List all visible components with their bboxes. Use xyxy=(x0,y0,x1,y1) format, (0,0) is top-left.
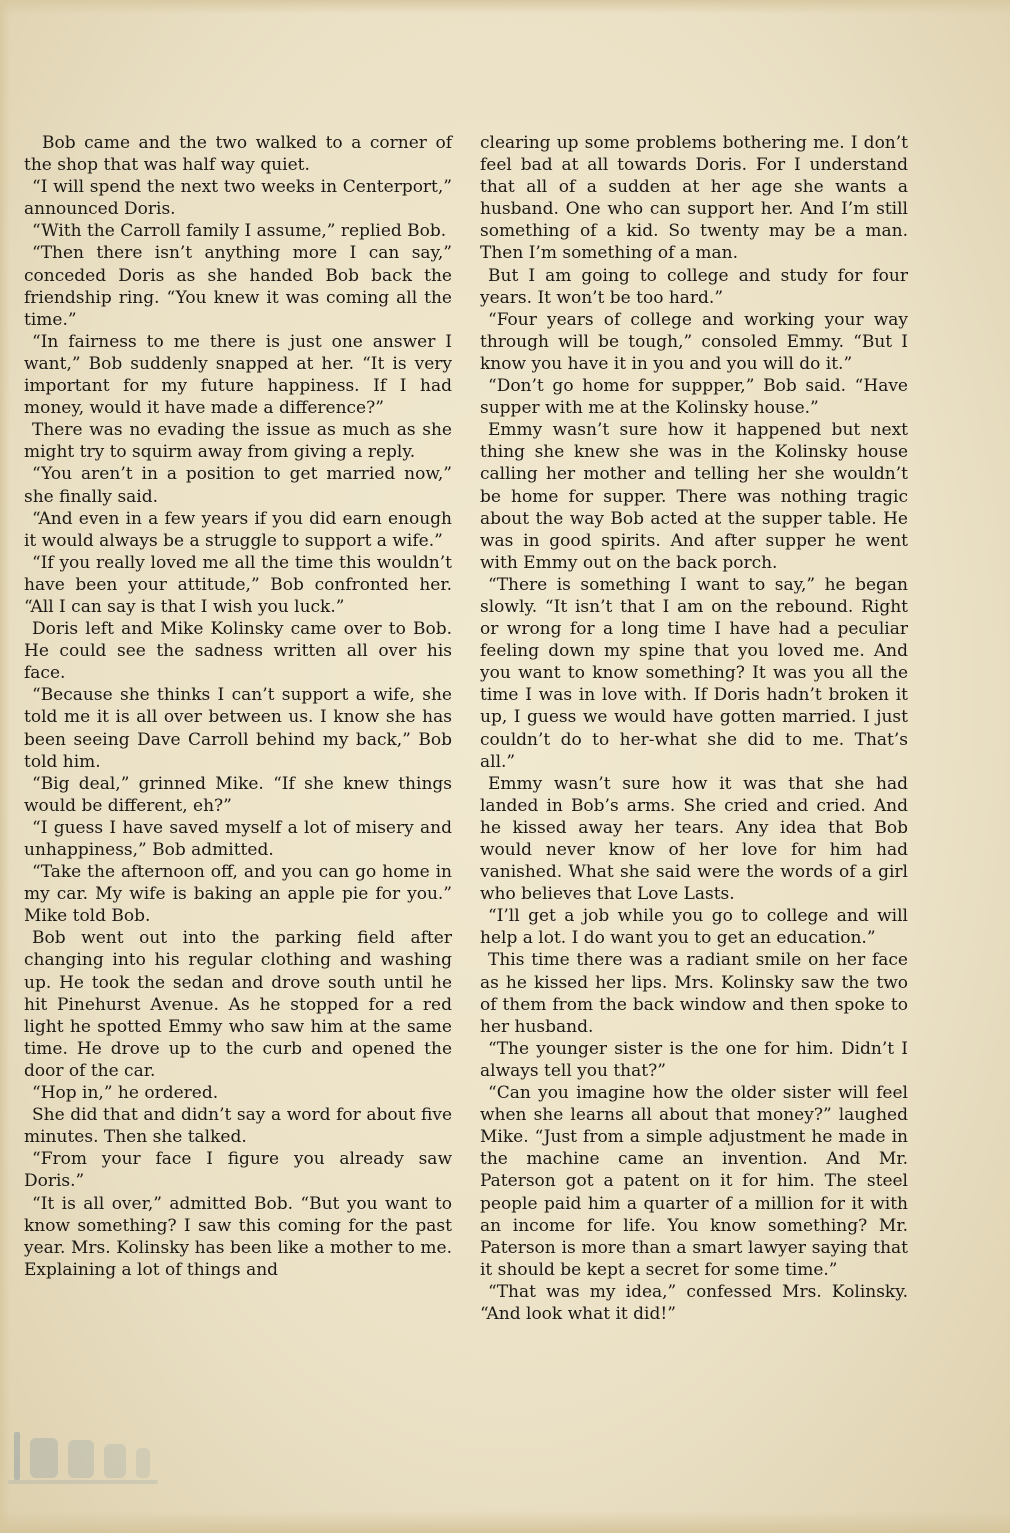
paragraph: Bob went out into the parking field after changing into his regular clothing and washing up. He took the sedan and drove south until he hit Pinehurst Avenue. As he stopped for a red light he spotted Emmy who saw him at the same time. He drove up to the curb and opened the door of the car. xyxy=(24,928,452,1081)
paragraph: Doris left and Mike Kolinsky came over to Bob. He could see the sadness written all over his face. xyxy=(24,619,452,684)
paragraph: “If you really loved me all the time this wouldn’t have been your attitude,” Bob confronted her. “All I can say is that I wish you luck.” xyxy=(24,552,452,617)
page-edge-bottom xyxy=(0,1511,1010,1533)
paragraph: “Then there isn’t anything more I can say,” conceded Doris as she handed Bob back the friendship ring. “You knew it was coming all the time.” xyxy=(24,243,452,330)
paragraph: Emmy wasn’t sure how it happened but next thing she knew she was in the Kolinsky house calling her mother and telling her she wouldn’t be home for supper. There was nothing tragic about the way Bob acted at the supper table. He was in good spirits. And after supper he went with Emmy out on the back porch. xyxy=(480,420,908,573)
paragraph: There was no evading the issue as much as she might try to squirm away from giving a reply. xyxy=(24,420,452,463)
paragraph: “Hop in,” he ordered. xyxy=(32,1083,219,1104)
paragraph: clearing up some problems bothering me. I don’t feel bad at all towards Doris. For I understand that all of a sudden at her age she wants a husband. One who can support her. And I’m still something of a kid. So twenty may be a man. Then I’m something of a man. xyxy=(480,133,908,264)
text-column-right xyxy=(480,132,908,1325)
paragraph: “Can you imagine how the older sister will feel when she learns all about that money?” laughed Mike. “Just from a simple adjustment he made in the machine came an invention. And Mr. Paterson got a patent on it for him. The steel people paid him a quarter of a million for it with an income for life. You know something? Mr. Paterson is more than a smart lawyer saying that it should be kept a secret for some time.” xyxy=(480,1083,908,1280)
paragraph: “With the Carroll family I assume,” replied Bob. xyxy=(32,221,447,242)
paragraph: But I am going to college and study for four years. It won’t be too hard.” xyxy=(480,265,908,308)
paragraph: “Take the afternoon off, and you can go home in my car. My wife is baking an apple pie for you.” Mike told Bob. xyxy=(24,862,452,927)
paragraph: “Don’t go home for suppper,” Bob said. “Have supper with me at the Kolinsky house.” xyxy=(480,376,908,419)
paragraph: “It is all over,” admitted Bob. “But you want to know something? I saw this coming for the past year. Mrs. Kolinsky has been like a mother to me. Explaining a lot of things and xyxy=(24,1193,452,1280)
smudge-strokes xyxy=(8,1432,158,1484)
paragraph: “Big deal,” grinned Mike. “If she knew things would be different, eh?” xyxy=(24,773,452,816)
paragraph: “Four years of college and working your way through will be tough,” consoled Emmy. “But I know you have it in you and you will do it.” xyxy=(480,309,908,374)
paragraph: This time there was a radiant smile on her face as he kissed her lips. Mrs. Kolinsky saw the two of them from the back window and then spoke to her husband. xyxy=(480,950,908,1037)
paragraph: Bob came and the two walked to a corner of the shop that was half way quiet. xyxy=(24,133,452,176)
paragraph: “And even in a few years if you did earn enough it would always be a struggle to support a wife.” xyxy=(24,508,452,551)
paragraph: She did that and didn’t say a word for about five minutes. Then she talked. xyxy=(24,1105,452,1148)
page-edge-left xyxy=(0,0,10,1533)
paragraph: “There is something I want to say,” he began slowly. “It isn’t that I am on the rebound. Right or wrong for a long time I have had a peculiar feeling down my spine that you loved me. And you want to know something? It was you all the time I was in love with. If Doris hadn’t broken it up, I guess we would have gotten married. I just couldn’t do to her-what she did to me. That’s all.” xyxy=(480,574,908,772)
paragraph: “That was my idea,” confessed Mrs. Kolinsky. “And look what it did!” xyxy=(480,1281,908,1324)
paragraph: “I’ll get a job while you go to college and will help a lot. I do want you to get an education.” xyxy=(480,906,908,949)
paragraph: “You aren’t in a position to get married now,” she finally said. xyxy=(24,464,452,507)
paragraph: “I guess I have saved myself a lot of misery and unhappiness,” Bob admitted. xyxy=(24,817,452,860)
text-column-left xyxy=(24,132,452,1281)
paragraph: “I will spend the next two weeks in Centerport,” announced Doris. xyxy=(24,177,452,220)
paragraph: Emmy wasn’t sure how it was that she had landed in Bob’s arms. She cried and cried. And he kissed away her tears. Any idea that Bob would never know of her love for him had vanished. What she said were the words of a girl who believes that Love Lasts. xyxy=(480,773,908,905)
page-edge-top xyxy=(0,0,1010,14)
paragraph: “In fairness to me there is just one answer I want,” Bob suddenly snapped at her. “It is very important for my future happiness. If I had money, would it have made a difference?” xyxy=(24,331,452,419)
paragraph: “From your face I figure you already saw Doris.” xyxy=(24,1149,452,1192)
paragraph: “The younger sister is the one for him. Didn’t I always tell you that?” xyxy=(480,1038,908,1081)
ink-smudge-mark xyxy=(8,1418,168,1496)
paragraph: “Because she thinks I can’t support a wife, she told me it is all over between us. I know she has been seeing Dave Carroll behind my back,” Bob told him. xyxy=(24,685,452,772)
